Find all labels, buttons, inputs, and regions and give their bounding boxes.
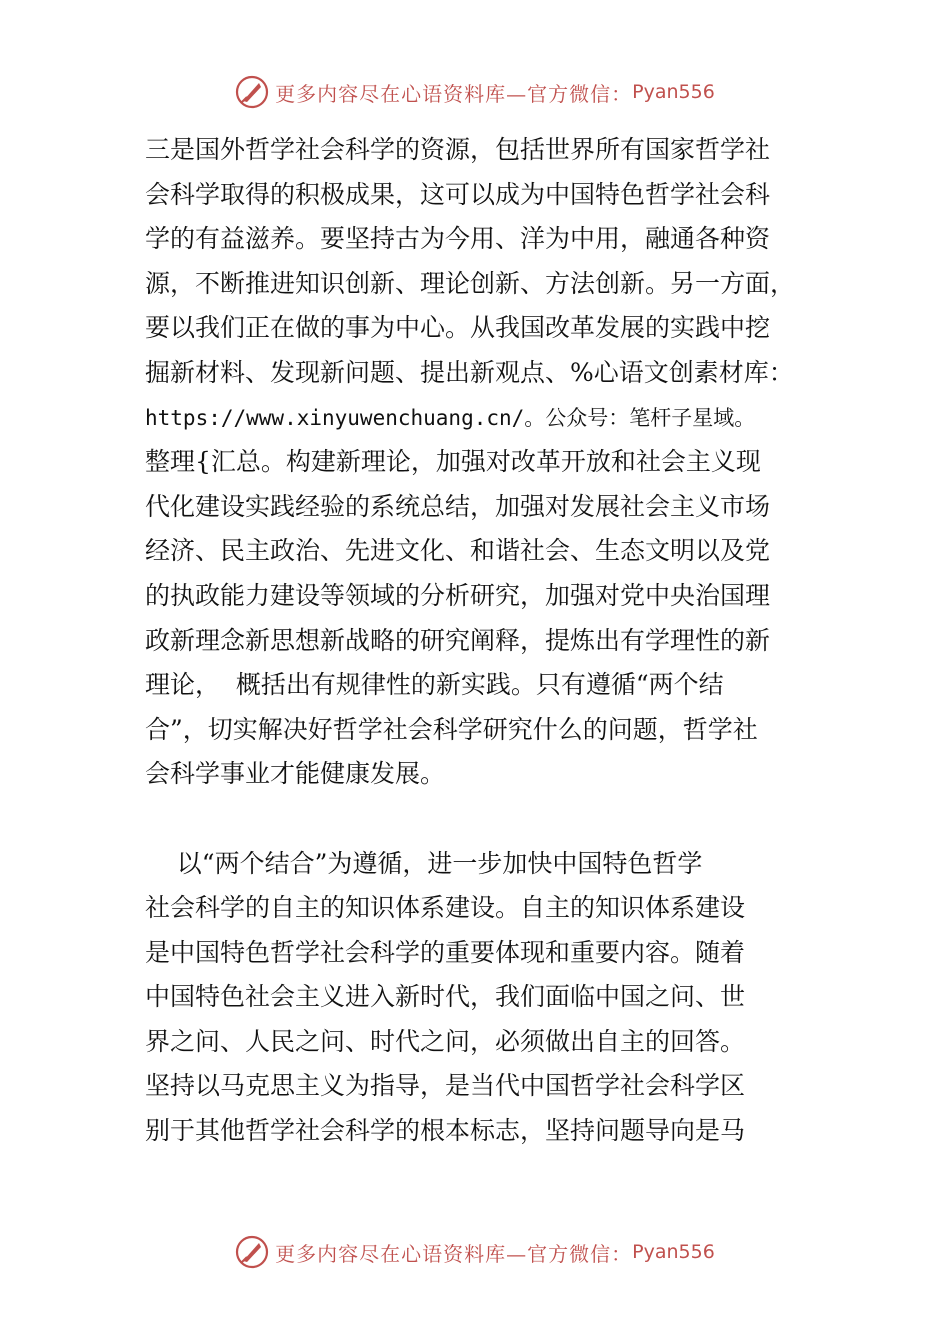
text-line: 学的有益滋养。要坚持古为今用、洋为中用，融通各种资 xyxy=(145,224,771,254)
text-line: 的执政能力建设等领域的分析研究，加强对党中央治国理 xyxy=(145,580,771,610)
text-line: 是中国特色哲学社会科学的重要体现和重要内容。随着 xyxy=(145,937,746,967)
quill-logo-icon xyxy=(235,1235,269,1269)
text-line: 掘新材料、发现新问题、提出新观点、%心语文创素材库： xyxy=(145,357,794,387)
banner-text: 更多内容尽在心语资料库—官方微信： xyxy=(275,1241,633,1266)
text-line: 坚持以马克思主义为指导，是当代中国哲学社会科学区 xyxy=(145,1071,746,1101)
text-line: 中国特色社会主义进入新时代，我们面临中国之问、世 xyxy=(145,982,746,1012)
text-line: 合”，切实解决好哲学社会科学研究什么的问题，哲学社 xyxy=(145,714,758,744)
text-line: 界之问、人民之问、时代之问，必须做出自主的回答。 xyxy=(145,1026,746,1056)
text-line: 整理{汇总。构建新理论，加强对改革开放和社会主义现 xyxy=(145,447,761,477)
text-line: 代化建设实践经验的系统总结，加强对发展社会主义市场 xyxy=(145,491,771,521)
text-line: 三是国外哲学社会科学的资源，包括世界所有国家哲学社 xyxy=(145,135,771,164)
banner-text: 更多内容尽在心语资料库—官方微信： xyxy=(275,81,633,106)
banner-handle: Pyan556 xyxy=(632,81,715,103)
quill-logo-icon xyxy=(235,75,269,109)
text-line: 别于其他哲学社会科学的根本标志，坚持问题导向是马 xyxy=(145,1116,746,1146)
header-banner xyxy=(0,72,950,112)
text-line: 要以我们正在做的事为中心。从我国改革发展的实践中挖 xyxy=(145,313,771,343)
text-line: 以“两个结合”为遵循，进一步加快中国特色哲学 xyxy=(145,848,703,878)
text-line: 政新理念新思想新战略的研究阐释，提炼出有学理性的新 xyxy=(145,625,771,655)
text-line: 经济、民主政治、先进文化、和谐社会、生态文明以及党 xyxy=(145,536,771,566)
text-line: 社会科学的自主的知识体系建设。自主的知识体系建设 xyxy=(145,893,746,923)
text-line: 理论， 概括出有规律性的新实践。只有遵循“两个结 xyxy=(145,670,724,700)
text-line: 会科学事业才能健康发展。 xyxy=(145,759,446,789)
text-line-url: https://www.xinyuwenchuang.cn/。公众号：笔杆子星域。 xyxy=(145,405,756,430)
text-line: 源，不断推进知识创新、理论创新、方法创新。另一方面， xyxy=(145,268,796,298)
text-line: 会科学取得的积极成果，这可以成为中国特色哲学社会科 xyxy=(145,179,771,209)
document-body xyxy=(145,128,835,1154)
footer-banner xyxy=(0,1232,950,1272)
paragraph-gap xyxy=(145,797,835,842)
banner-handle: Pyan556 xyxy=(632,1241,715,1263)
